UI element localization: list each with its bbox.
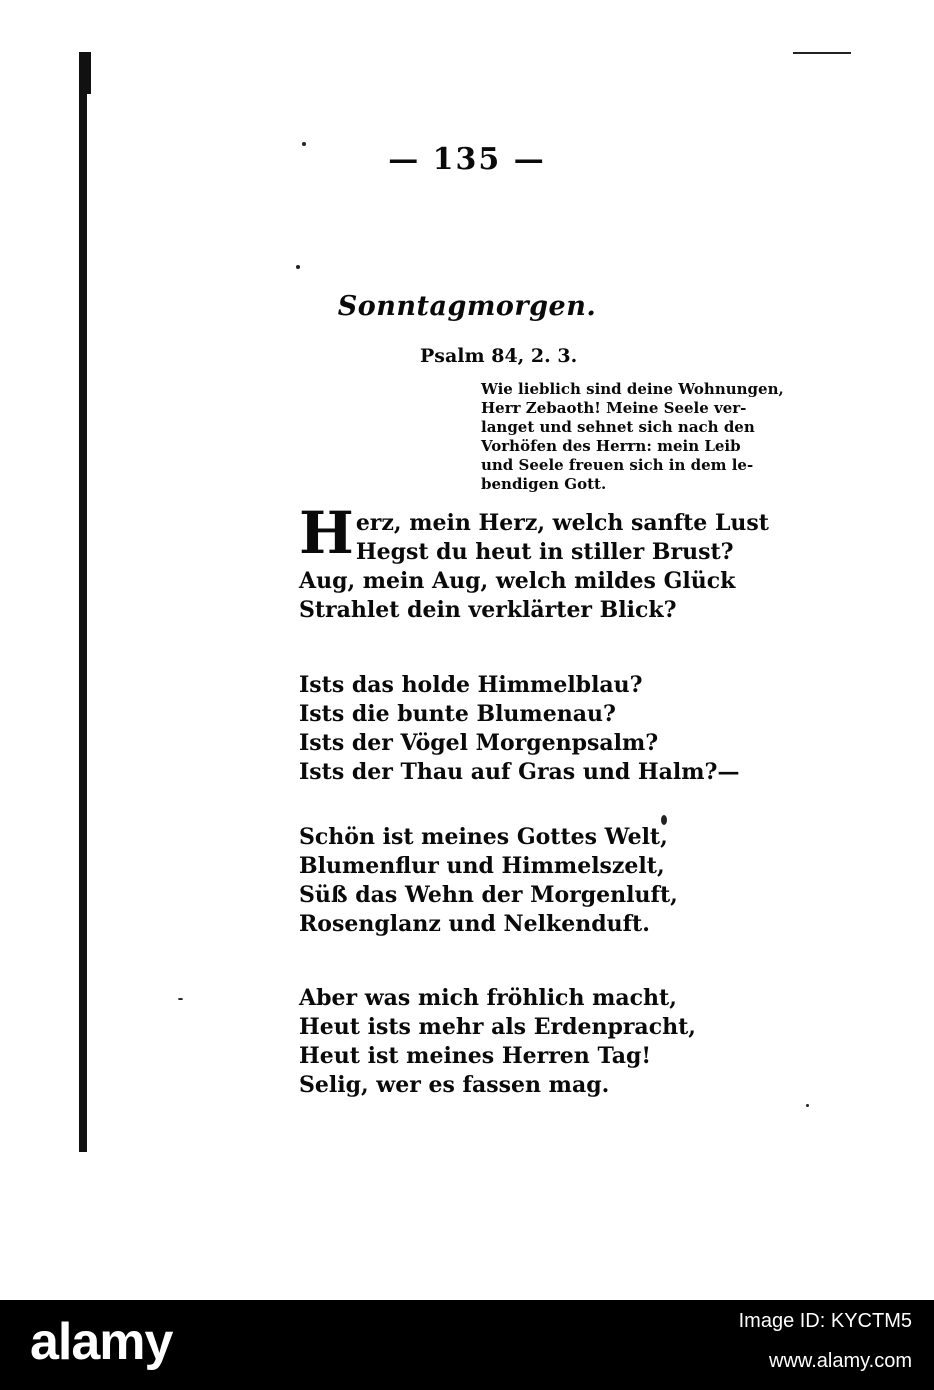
poem-line: Strahlet dein verklärter Blick? [299,597,677,623]
poem-line: Aber was mich fröhlich macht, [299,985,677,1011]
poem-title: Sonntagmorgen. [337,291,597,322]
epigraph [481,380,784,494]
epigraph-line: und Seele freuen sich in dem le- [481,456,754,474]
poem-line-text: erz, mein Herz, welch sanfte Lust [355,510,769,536]
watermark-image-id: Image ID: KYCTM5 [738,1310,912,1332]
ink-speck [806,1104,809,1107]
ink-speck [178,998,183,1000]
epigraph-line: Wie lieblich sind deine Wohnungen, [481,380,784,398]
poem-line: Heut ists mehr als Erdenpracht, [299,1014,696,1040]
poem-line: Hegst du heut in stiller Brust? [355,539,734,565]
epigraph-line: Vorhöfen des Herrn: mein Leib [481,437,741,455]
poem-line: Ists das holde Himmelblau? [299,672,643,698]
poem-line: Ists der Thau auf Gras und Halm?— [299,759,740,785]
epigraph-line: bendigen Gott. [481,475,607,493]
psalm-reference: Psalm 84, 2. 3. [420,345,578,367]
ink-speck [296,265,300,269]
stanza-3 [299,823,678,939]
top-right-rule [793,52,851,54]
poem-line: Rosenglanz und Nelkenduft. [299,911,650,937]
poem-line [299,503,769,538]
stanza-4 [299,984,696,1100]
watermark-brand-logo: alamy [30,1313,173,1371]
poem-line: Ists der Vögel Morgenpsalm? [299,730,659,756]
epigraph-line: langet und sehnet sich nach den [481,418,755,436]
epigraph-line: Herr Zebaoth! Meine Seele ver- [481,399,747,417]
page-number: — 135 — [388,142,546,177]
watermark-banner [0,1300,934,1390]
stanza-2 [299,671,739,787]
poem-line: Blumenflur und Himmelszelt, [299,853,665,879]
watermark-site: www.alamy.com [769,1350,912,1372]
poem-line: Selig, wer es fassen mag. [299,1072,610,1098]
poem-line: Aug, mein Aug, welch mildes Glück [299,568,736,594]
binding-edge-line [79,52,87,1152]
poem-line: Ists die bunte Blumenau? [299,701,616,727]
poem-line: Süß das Wehn der Morgenluft, [299,882,678,908]
poem-line: Heut ist meines Herren Tag! [299,1043,652,1069]
poem-line: Schön ist meines Gottes Welt, [299,824,668,850]
drop-cap: H [299,499,354,567]
stanza-1 [299,499,769,625]
